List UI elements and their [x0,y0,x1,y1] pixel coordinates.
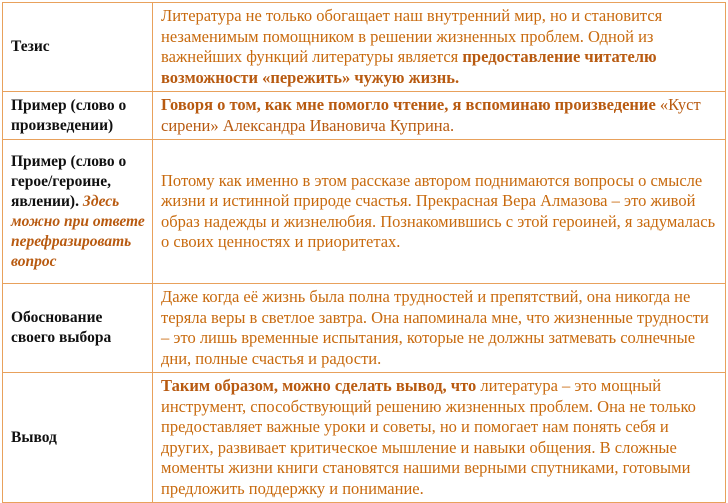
row-label-text: Тезис [11,38,50,55]
table-row-conclusion [3,373,726,503]
row-content-thesis [153,3,726,92]
row-label-text: Обоснование своего выбора [11,309,112,346]
row-label-text: Пример (слово о произведении) [11,96,127,134]
row-content-hero-example [153,140,726,284]
row-content-text: Литература не только обогащает наш внутренний мир, но и становится незаменимым помощником в решении жизненных проблем. Одной из важнейших функций литературы является [161,6,663,66]
row-label-hero-example [3,140,153,284]
row-label-text: Пример (слово о герое/героине, явлении). [11,152,127,210]
row-content-work-example [153,92,726,140]
row-content-conclusion [153,373,726,503]
row-content-justification [153,284,726,373]
table-row-justification [3,284,726,373]
row-content-text: литература – это мощный инструмент, способствующий решению жизненных проблем. Она не только предоставляет важные уроки и советы, но и помогает нам понять себя и других, развивает критическое мышление и навыки общения. В сложные моменты жизни книги становятся нашими верными спутниками, готовыми предложить поддержку и понимание. [161,376,696,498]
essay-plan-table [2,2,726,503]
row-label-note: Здесь можно при ответе перефразировать вопрос [11,192,145,270]
row-label-justification [3,284,153,373]
table-row-work-example [3,92,726,140]
row-content-text: Даже когда её жизнь была полна трудностей и препятствий, она никогда не теряла веры в светлое завтра. Она напоминала мне, что жизненные трудности – это лишь временные испытания, которые не должны затмевать солнечные дни, полные счастья и радости. [161,287,709,368]
row-content-emphasis: Таким образом, можно сделать вывод, что [161,376,477,395]
row-content-emphasis: предоставление читателю возможности «пережить» чужую жизнь. [161,47,657,87]
row-label-conclusion [3,373,153,503]
table-row-hero-example [3,140,726,284]
row-label-text: Вывод [11,428,57,446]
row-content-emphasis: Говоря о том, как мне помогло чтение, я вспоминаю произведение [161,95,656,114]
row-label-thesis [3,3,153,92]
row-label-work-example [3,92,153,140]
table-row-thesis [3,3,726,92]
row-content-text: «Куст сирени» Александра Ивановича Куприна. [161,95,701,135]
row-content-text: Потому как именно в этом рассказе автором поднимаются вопросы о смысле жизни и истинной природе счастья. Прекрасная Вера Алмазова – это живой образ надежды и жизнелюбия. Познакомившись с этой героиней, я задумалась о своих ценностях и приоритетах. [161,170,716,251]
